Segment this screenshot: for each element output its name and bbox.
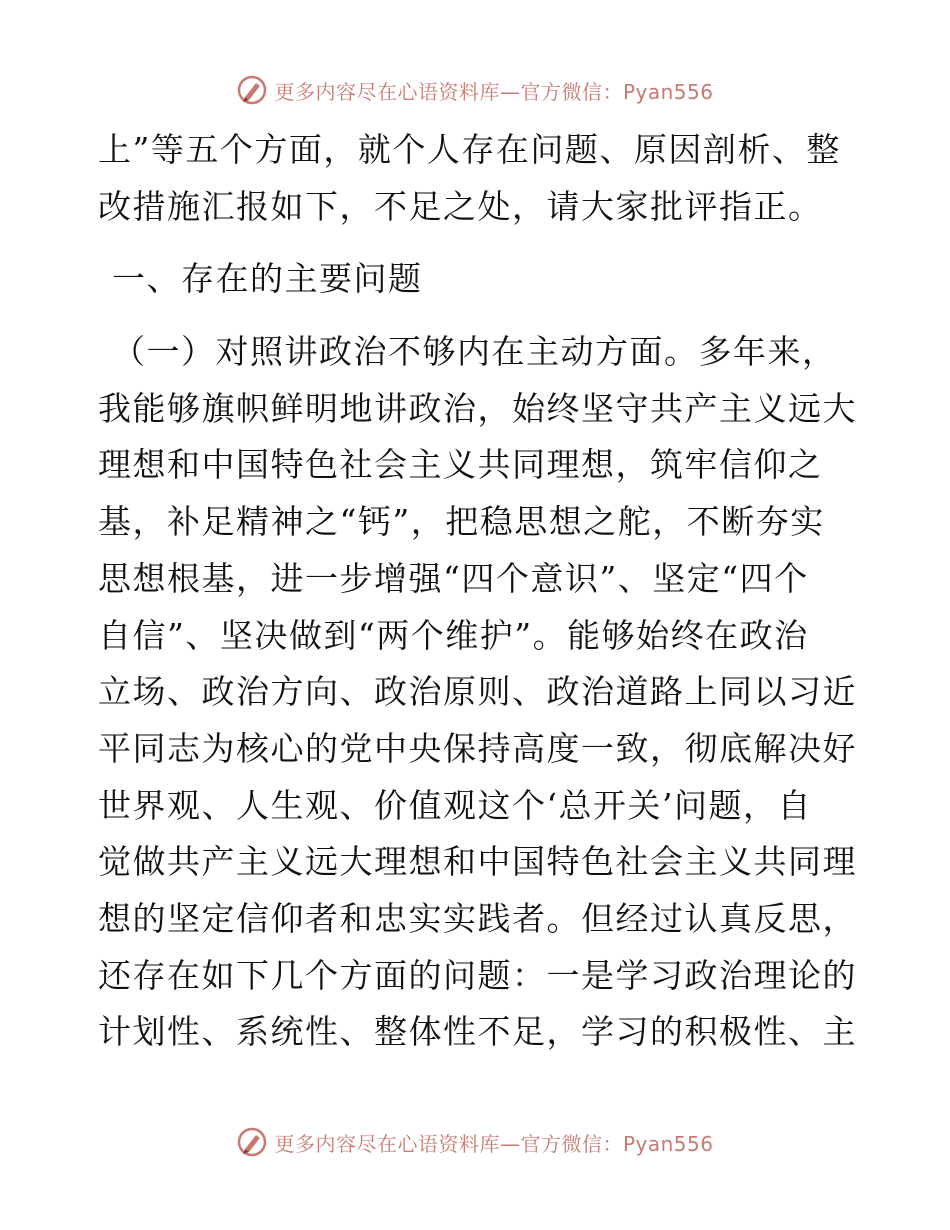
body-line: 思想根基，进一步增强“四个意识”、坚定“四个: [98, 558, 809, 598]
body-line: 我能够旗帜鲜明地讲政治，始终坚守共产主义远大: [98, 388, 857, 428]
body-line: 计划性、系统性、整体性不足，学习的积极性、主: [98, 1012, 857, 1052]
section-heading: 一、存在的主要问题: [112, 259, 423, 299]
body-line: 基，补足精神之“钙”，把稳思想之舵，不断夯实: [98, 502, 825, 542]
body-line: 自信”、坚决做到“两个维护”。能够始终在政治: [98, 615, 809, 655]
body-line: 理想和中国特色社会主义共同理想，筑牢信仰之: [98, 445, 823, 485]
body-line: 世界观、人生观、价值观这个‘总开关’问题，自: [98, 785, 812, 825]
pen-logo-icon: [236, 1126, 268, 1158]
body-line: 觉做共产主义远大理想和中国特色社会主义共同理: [98, 842, 857, 882]
document-body: [98, 122, 858, 1061]
intro-line-1: 上”等五个方面，就个人存在问题、原因剖析、整: [98, 130, 841, 169]
body-line: 立场、政治方向、政治原则、政治道路上同以习近: [98, 672, 857, 712]
pen-logo-icon: [236, 74, 268, 106]
intro-line-2: 改措施汇报如下，不足之处，请大家批评指正。: [98, 186, 823, 226]
body-line: 平同志为核心的党中央保持高度一致，彻底解决好: [98, 728, 857, 768]
watermark-footer: [0, 1122, 950, 1162]
watermark-text: 更多内容尽在心语资料库—官方微信：Pyan556: [274, 79, 714, 104]
watermark-header: [0, 70, 950, 110]
body-line: 还存在如下几个方面的问题：一是学习政治理论的: [98, 955, 857, 995]
watermark-text: 更多内容尽在心语资料库—官方微信：Pyan556: [274, 1131, 714, 1156]
body-line: 想的坚定信仰者和忠实实践者。但经过认真反思，: [98, 898, 857, 938]
subsection-first-line: （一）对照讲政治不够内在主动方面。多年来，: [112, 332, 837, 372]
